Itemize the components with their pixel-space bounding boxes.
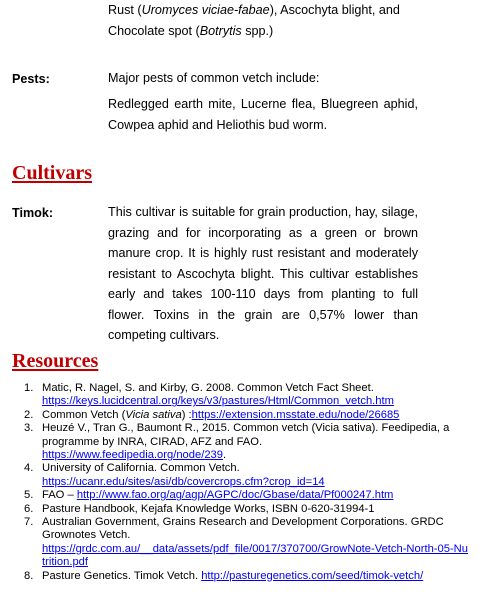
timok-description: This cultivar is suitable for grain production, hay, silage, grazing and for incorporating as a green or brown manure crop. It is highly rust resistant and moderately resistant to Ascochyta blight. This cultivar establishes early and takes 100-110 days from planting to full flower. Toxins in the grain are 0,57% lower than competing cultivars. — [108, 205, 418, 342]
reference-item: 2. Common Vetch (Vicia sativa) :https://extension.msstate.edu/node/26685 — [24, 408, 400, 421]
reference-item: 1. Matic, R. Nagel, S. and Kirby, G. 2008. Common Vetch Fact Sheet. https://keys.lucidcentral.org/keys/v3/pastures/Html/Common_vetch.htm — [24, 382, 394, 408]
reference-item: 3. Heuzé V., Tran G., Baumont R., 2015. Common vetch (Vicia sativa). Feedipedia, a programme by INRA, CIRAD, AFZ and FAO. https://www.feedipedia.org/node/239. — [24, 422, 450, 462]
reference-item: 5. FAO – http://www.fao.org/ag/agp/AGPC/doc/Gbase/data/Pf000247.htm — [24, 489, 394, 502]
reference-link[interactable]: https://grdc.com.au/__data/assets/pdf_file/0017/370700/GrowNote-Vetch-North-05-Nutrition.pdf — [42, 542, 468, 569]
reference-item: 6. Pasture Handbook, Kejafa Knowledge Works, ISBN 0-620-31994-1 — [24, 502, 375, 515]
reference-link[interactable]: https://www.feedipedia.org/node/239 — [42, 449, 223, 462]
reference-link[interactable]: https://extension.msstate.edu/node/26685 — [191, 408, 400, 421]
resources-heading: Resources — [12, 350, 99, 372]
references-list — [0, 382, 470, 583]
pests-list: Redlegged earth mite, Lucerne flea, Bluegreen aphid, Cowpea aphid and Heliothis bud worm. — [108, 97, 418, 132]
pests-label: Pests: — [12, 72, 50, 86]
botrytis-species: Botrytis — [199, 23, 242, 38]
reference-item: 8. Pasture Genetics. Timok Vetch. http://pasturegenetics.com/seed/timok-vetch/ — [24, 569, 424, 582]
pests-intro: Major pests of common vetch include: — [108, 71, 320, 85]
cultivars-heading: Cultivars — [12, 162, 92, 184]
reference-link[interactable]: http://pasturegenetics.com/seed/timok-vetch/ — [201, 569, 424, 582]
reference-link[interactable]: http://www.fao.org/ag/agp/AGPC/doc/Gbase/data/Pf000247.htm — [76, 489, 394, 502]
reference-item: 4. University of California. Common Vetch. https://ucanr.edu/sites/asi/db/covercrops.cfm?crop_id=14 — [24, 462, 325, 488]
reference-link[interactable]: https://keys.lucidcentral.org/keys/v3/pastures/Html/Common_vetch.htm — [42, 395, 394, 408]
rust-species: Uromyces viciae-fabae — [141, 3, 270, 17]
reference-link[interactable]: https://ucanr.edu/sites/asi/db/covercrops.cfm?crop_id=14 — [42, 475, 325, 488]
diseases-text: Rust (Uromyces viciae-fabae), Ascochyta blight, and Chocolate spot (Botrytis spp.) — [108, 3, 400, 38]
reference-item: 7. Australian Government, Grains Research and Development Corporations. GRDC Grownotes Vetch. https://grdc.com.au/__data/assets/pdf_file/0017/370700/GrowNote-Vetch-North-05-Nutrition.pdf — [24, 516, 468, 569]
timok-label: Timok: — [12, 206, 54, 220]
